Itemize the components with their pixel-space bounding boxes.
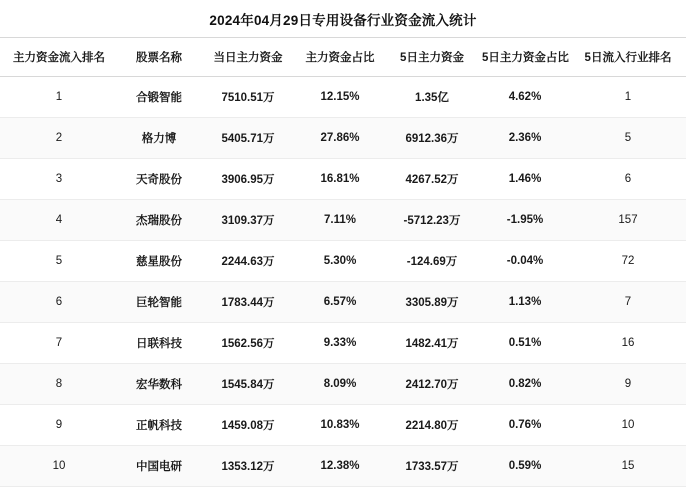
column-header-today-fund: 当日主力资金 [200,38,296,77]
cell-five-day-ratio: 4.62% [480,77,570,118]
cell-five-day-ratio: -1.95% [480,200,570,241]
table-row [0,323,686,364]
table-row [0,77,686,118]
column-header-five-day-fund: 5日主力资金 [384,38,480,77]
cell-five-day-rank: 72 [570,241,686,282]
cell-five-day-fund: 2214.80万 [384,405,480,446]
cell-today-fund: 1545.84万 [200,364,296,405]
cell-today-ratio: 27.86% [296,118,384,159]
table-row [0,159,686,200]
cell-main-rank: 7 [0,323,118,364]
cell-today-fund: 1562.56万 [200,323,296,364]
cell-five-day-rank: 16 [570,323,686,364]
cell-five-day-fund: 1482.41万 [384,323,480,364]
cell-five-day-fund: 4267.52万 [384,159,480,200]
table-row [0,364,686,405]
table-row [0,405,686,446]
column-header-main-rank: 主力资金流入排名 [0,38,118,77]
cell-stock-name: 格力博 [118,118,200,159]
cell-today-fund: 1783.44万 [200,282,296,323]
cell-five-day-ratio: 1.46% [480,159,570,200]
cell-today-ratio: 5.30% [296,241,384,282]
cell-five-day-ratio: 2.36% [480,118,570,159]
cell-five-day-rank: 9 [570,364,686,405]
cell-today-ratio: 10.83% [296,405,384,446]
table-row [0,282,686,323]
cell-today-fund: 2244.63万 [200,241,296,282]
cell-five-day-rank: 5 [570,118,686,159]
cell-today-ratio: 7.11% [296,200,384,241]
cell-main-rank: 2 [0,118,118,159]
cell-today-ratio: 6.57% [296,282,384,323]
cell-stock-name: 正帆科技 [118,405,200,446]
table-row [0,241,686,282]
cell-main-rank: 9 [0,405,118,446]
fund-flow-table [0,37,686,487]
cell-main-rank: 4 [0,200,118,241]
cell-main-rank: 6 [0,282,118,323]
cell-stock-name: 巨轮智能 [118,282,200,323]
column-header-stock-name: 股票名称 [118,38,200,77]
cell-five-day-rank: 157 [570,200,686,241]
cell-five-day-ratio: 0.82% [480,364,570,405]
cell-today-ratio: 16.81% [296,159,384,200]
cell-main-rank: 3 [0,159,118,200]
cell-five-day-rank: 7 [570,282,686,323]
cell-stock-name: 宏华数科 [118,364,200,405]
cell-stock-name: 中国电研 [118,446,200,487]
cell-today-fund: 3906.95万 [200,159,296,200]
column-header-five-day-rank: 5日流入行业排名 [570,38,686,77]
cell-main-rank: 8 [0,364,118,405]
cell-main-rank: 1 [0,77,118,118]
cell-five-day-ratio: 0.51% [480,323,570,364]
cell-today-ratio: 12.38% [296,446,384,487]
cell-today-fund: 5405.71万 [200,118,296,159]
column-header-today-ratio: 主力资金占比 [296,38,384,77]
cell-stock-name: 合锻智能 [118,77,200,118]
table-header-row [0,38,686,77]
table-header [0,38,686,77]
cell-stock-name: 杰瑞股份 [118,200,200,241]
cell-main-rank: 5 [0,241,118,282]
cell-five-day-rank: 6 [570,159,686,200]
cell-five-day-rank: 15 [570,446,686,487]
table-row [0,446,686,487]
cell-five-day-fund: -124.69万 [384,241,480,282]
column-header-five-day-ratio: 5日主力资金占比 [480,38,570,77]
cell-stock-name: 慈星股份 [118,241,200,282]
cell-five-day-fund: 1733.57万 [384,446,480,487]
cell-today-fund: 1353.12万 [200,446,296,487]
cell-five-day-fund: 2412.70万 [384,364,480,405]
cell-five-day-rank: 10 [570,405,686,446]
page-title: 2024年04月29日专用设备行业资金流入统计 [209,13,477,28]
cell-today-ratio: 8.09% [296,364,384,405]
cell-today-fund: 1459.08万 [200,405,296,446]
cell-stock-name: 天奇股份 [118,159,200,200]
cell-five-day-fund: 6912.36万 [384,118,480,159]
cell-five-day-ratio: 0.76% [480,405,570,446]
cell-today-ratio: 9.33% [296,323,384,364]
cell-five-day-fund: 3305.89万 [384,282,480,323]
cell-five-day-ratio: -0.04% [480,241,570,282]
cell-five-day-ratio: 1.13% [480,282,570,323]
cell-stock-name: 日联科技 [118,323,200,364]
table-body [0,77,686,487]
cell-five-day-rank: 1 [570,77,686,118]
cell-five-day-ratio: 0.59% [480,446,570,487]
cell-today-fund: 7510.51万 [200,77,296,118]
cell-five-day-fund: -5712.23万 [384,200,480,241]
table-row [0,200,686,241]
cell-five-day-fund: 1.35亿 [384,77,480,118]
cell-main-rank: 10 [0,446,118,487]
table-row [0,118,686,159]
cell-today-ratio: 12.15% [296,77,384,118]
cell-today-fund: 3109.37万 [200,200,296,241]
